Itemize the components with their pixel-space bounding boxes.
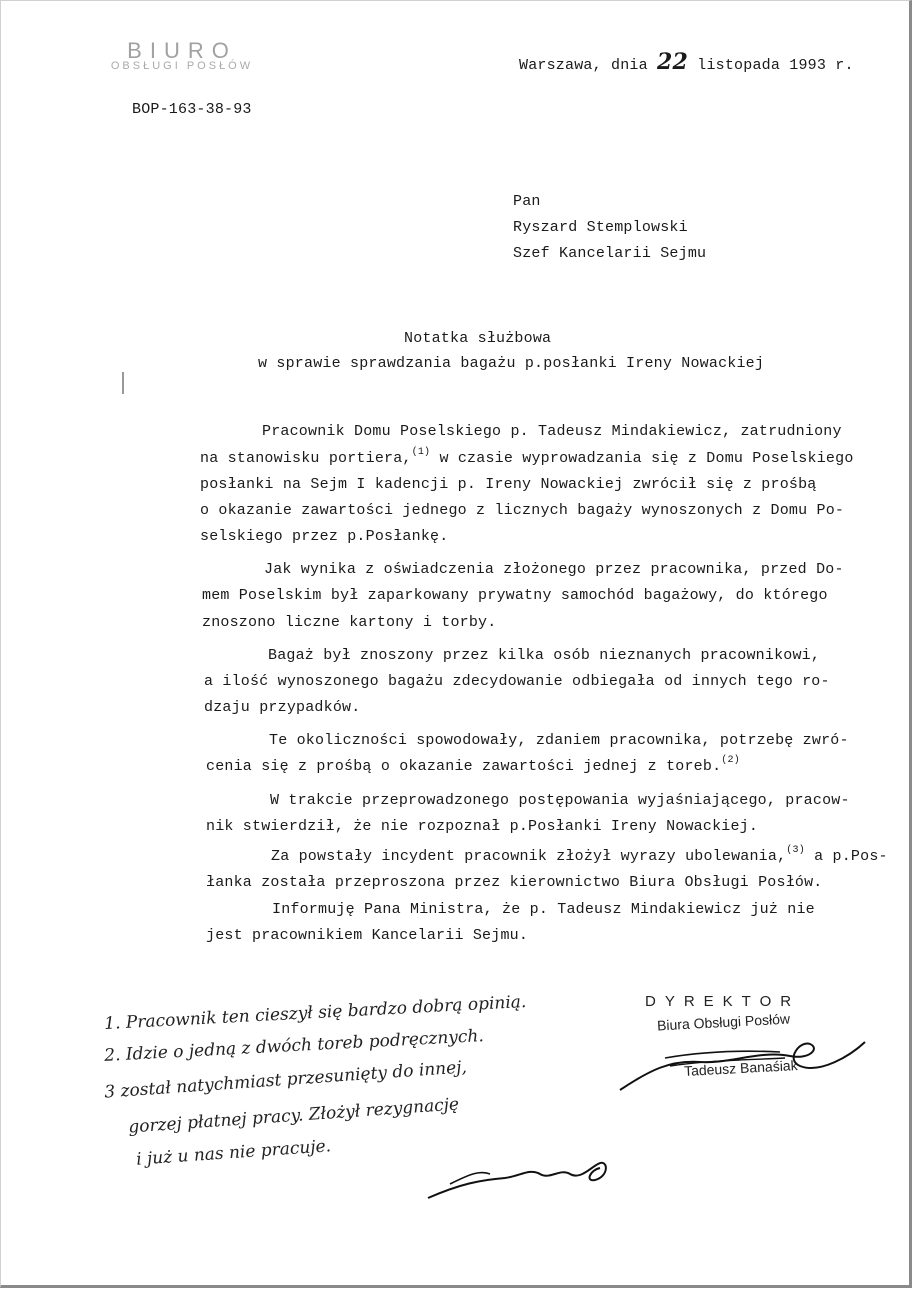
office-stamp [92,38,272,72]
note-number: 3 [103,1081,116,1103]
stamp-line2: OBSŁUGI POSŁÓW [110,60,254,72]
director-stamp-title: DYREKTOR [645,993,801,1010]
body-line: jest pracownikiem Kancelarii Sejmu. [206,927,529,944]
body-line: Pracownik Domu Poselskiego p. Tadeusz Mindakiewicz, zatrudniony [262,423,842,440]
recipient-title: Szef Kancelarii Sejmu [513,245,707,262]
note-text: Pracownik ten cieszył się bardzo dobrą opinią. [125,991,527,1033]
note-text: został natychmiast przesunięty do innej, [119,1057,468,1102]
body-line: cenia się z prośbą o okazanie zawartości jednej z toreb.$^{(2)}$ [206,755,740,775]
body-line: dzaju przypadków. [204,699,361,716]
note-number: 1. [103,1013,122,1035]
date-line [519,49,854,75]
scan-mark [122,372,124,394]
footnote-mark-2: (2) [721,755,740,766]
body-line: mem Poselskim był zaparkowany prywatny samochód bagażowy, do którego [202,587,828,604]
document-title: Notatka służbowa [404,330,552,347]
note-number: 2. [103,1045,121,1066]
stamp-line1: BIURO [127,38,237,63]
document-subject: w sprawie sprawdzania bagażu p.posłanki Ireny Nowackiej [258,355,765,372]
body-line: W trakcie przeprowadzonego postępowania wyjaśniającego, pracow- [270,792,850,809]
body-line: łanka została przeproszona przez kierownictwo Biura Obsługi Posłów. [206,874,823,891]
footnote-mark-1: (1) [411,447,431,458]
body-line: na stanowisku portiera,$^{(1)}$ w czasie wyprowadzania się z Domu Poselskiego [200,447,854,467]
recipient-name: Ryszard Stemplowski [513,219,688,236]
body-line: Te okoliczności spowodowały, zdaniem pracownika, potrzebę zwró- [269,732,849,749]
note-text: i już u nas nie pracuje. [135,1136,332,1170]
date-prefix: Warszawa, dnia [519,57,648,74]
note-text: gorzej płatnej pracy. Złożył rezygnację [127,1094,460,1138]
body-line: Bagaż był znoszony przez kilka osób nieznanych pracownikowi, [268,647,821,664]
body-line: znoszono liczne kartony i torby. [202,614,497,631]
body-line: Informuję Pana Ministra, że p. Tadeusz Mindakiewicz już nie [272,901,815,918]
director-stamp-name: Tadeusz Banaśiak [683,1057,798,1079]
body-line: Jak wynika z oświadczenia złożonego przez pracownika, przed Do- [264,561,844,578]
body-line: a ilość wynoszonego bagażu zdecydowanie odbiegała od innych tego ro- [204,673,830,690]
date-day: 22 [657,49,689,75]
footnote-mark-3: (3) [786,845,805,856]
director-stamp-office: Biura Obsługi Posłów [656,1010,791,1034]
date-suffix: listopada 1993 r. [697,57,854,74]
body-line: posłanki na Sejm I kadencji p. Ireny Nowackiej zwrócił się z prośbą [200,476,817,493]
recipient-line1: Pan [513,193,541,210]
director-signature [610,1030,870,1100]
body-line: selskiego przez p.Posłankę. [200,528,449,545]
handwritten-signature [420,1140,620,1210]
note-text: Idzie o jedną z dwóch toreb podręcznych. [125,1026,485,1065]
body-line: o okazanie zawartości jednego z licznych bagaży wynoszonych z Domu Po- [200,502,845,519]
body-line: Za powstały incydent pracownik złożył wyrazy ubolewania,$^{(3)}$ a p.Pos- [271,845,888,865]
body-line: nik stwierdził, że nie rozpoznał p.Posłanki Ireny Nowackiej. [206,818,759,835]
reference-number: BOP-163-38-93 [132,101,252,118]
